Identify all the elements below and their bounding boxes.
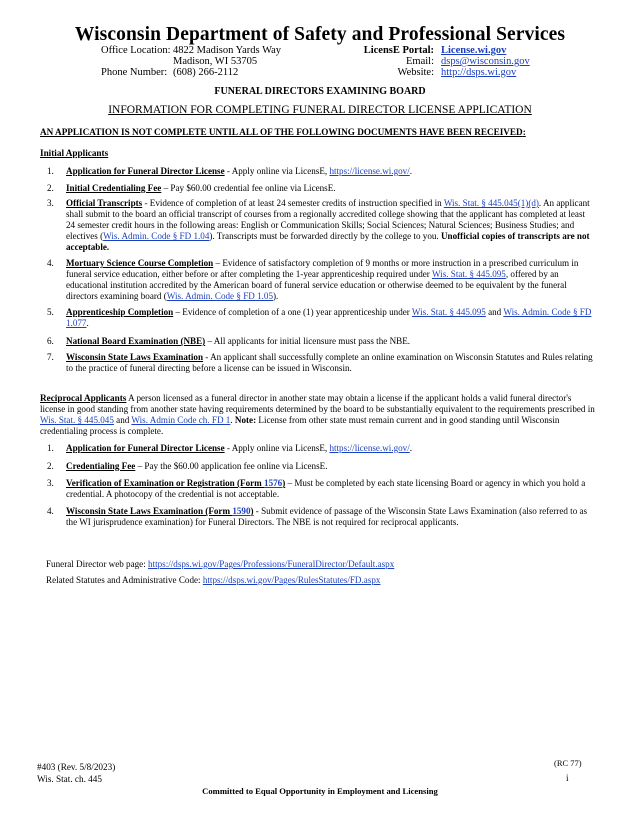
phone-label: Phone Number: (101, 67, 168, 78)
rules-statutes-link[interactable]: https://dsps.wi.gov/Pages/RulesStatutes/FD.aspx (202, 575, 381, 585)
initial-applicants-heading: Initial Applicants (40, 148, 109, 158)
rc-number: (RC 77) (554, 758, 582, 768)
license-portal-link[interactable]: https://license.wi.gov/ (329, 443, 410, 453)
document-subtitle: INFORMATION FOR COMPLETING FUNERAL DIRECTOR LICENSE APPLICATION (108, 104, 532, 116)
list-number: 1. (47, 166, 54, 176)
list-number: 7. (47, 352, 54, 362)
list-number: 2. (47, 183, 54, 193)
statutes-admin-code: Related Statutes and Administrative Code: https://dsps.wi.gov/Pages/RulesStatutes/FD.aspx (46, 575, 381, 585)
list-number: 3. (47, 198, 54, 208)
office-address-line2: Madison, WI 53705 (173, 56, 258, 67)
page-title: Wisconsin Department of Safety and Professional Services (74, 24, 566, 45)
statute-link[interactable]: Wis. Stat. § 445.095 (431, 269, 506, 279)
list-number: 2. (47, 461, 54, 471)
list-number: 1. (47, 443, 54, 453)
admin-code-link[interactable]: Wis. Admin Code ch. FD 1 (131, 415, 231, 425)
website-link[interactable]: http://dsps.wi.gov (441, 67, 517, 78)
form-1576-link[interactable]: 1576 (264, 478, 283, 488)
form-1590-link[interactable]: 1590 (232, 506, 251, 516)
admin-code-link[interactable]: Wis. Admin. Code § FD 1.04 (103, 231, 210, 241)
statute-reference: Wis. Stat. ch. 445 (37, 774, 102, 784)
license-portal-link[interactable]: https://license.wi.gov/ (329, 166, 410, 176)
admin-code-link[interactable]: Wis. Admin. Code § FD 1.05 (166, 291, 274, 301)
statute-link[interactable]: Wis. Stat. § 445.095 (411, 307, 486, 317)
portal-link[interactable]: License.wi.gov (441, 45, 507, 56)
reciprocal-applicants-heading: Reciprocal Applicants (40, 393, 127, 403)
funeral-director-page-link[interactable]: https://dsps.wi.gov/Pages/Professions/FuneralDirector/Default.aspx (148, 559, 395, 569)
email-link[interactable]: dsps@wisconsin.gov (441, 56, 530, 67)
board-title: FUNERAL DIRECTORS EXAMINING BOARD (214, 86, 426, 97)
office-address-line1: 4822 Madison Yards Way (173, 45, 282, 56)
equal-opportunity-tagline: Committed to Equal Opportunity in Employment and Licensing (202, 786, 438, 796)
reciprocal-intro: Reciprocal Applicants A person licensed as a funeral director in another state may obtain a license if the applicant holds a valid funeral director's license in good standing from another state having requirements determined by the board to be substantially equivalent to the requirements prescribed in Wis. Stat. § 445.045 and Wis. Admin Code ch. FD 1. Note: License from other state must remain current and in good standing until Wisconsin credentialing process is complete. (40, 393, 595, 436)
list-number: 4. (47, 506, 54, 516)
funeral-director-webpage: Funeral Director web page: https://dsps.wi.gov/Pages/Professions/FuneralDirector/Default.aspx (46, 559, 395, 569)
phone-number: (608) 266-2112 (173, 67, 239, 78)
list-number: 6. (47, 336, 54, 346)
page-number: i (566, 773, 569, 783)
list-number: 4. (47, 258, 54, 268)
email-label: Email: (406, 56, 434, 67)
list-number: 3. (47, 478, 54, 488)
completeness-notice: AN APPLICATION IS NOT COMPLETE UNTIL ALL OF THE FOLLOWING DOCUMENTS HAVE BEEN RECEIVED: (40, 127, 526, 137)
office-location-label: Office Location: (101, 45, 171, 56)
website-label: Website: (397, 67, 434, 78)
statute-link[interactable]: Wis. Stat. § 445.045(1)(d) (443, 198, 539, 208)
list-number: 5. (47, 307, 54, 317)
portal-label: LicensE Portal: (363, 45, 434, 56)
statute-link[interactable]: Wis. Stat. § 445.045 (40, 415, 114, 425)
form-number: #403 (Rev. 5/8/2023) (37, 762, 116, 772)
admin-code-link[interactable]: Wis. Admin. Code § FD 1.077 (66, 307, 592, 328)
